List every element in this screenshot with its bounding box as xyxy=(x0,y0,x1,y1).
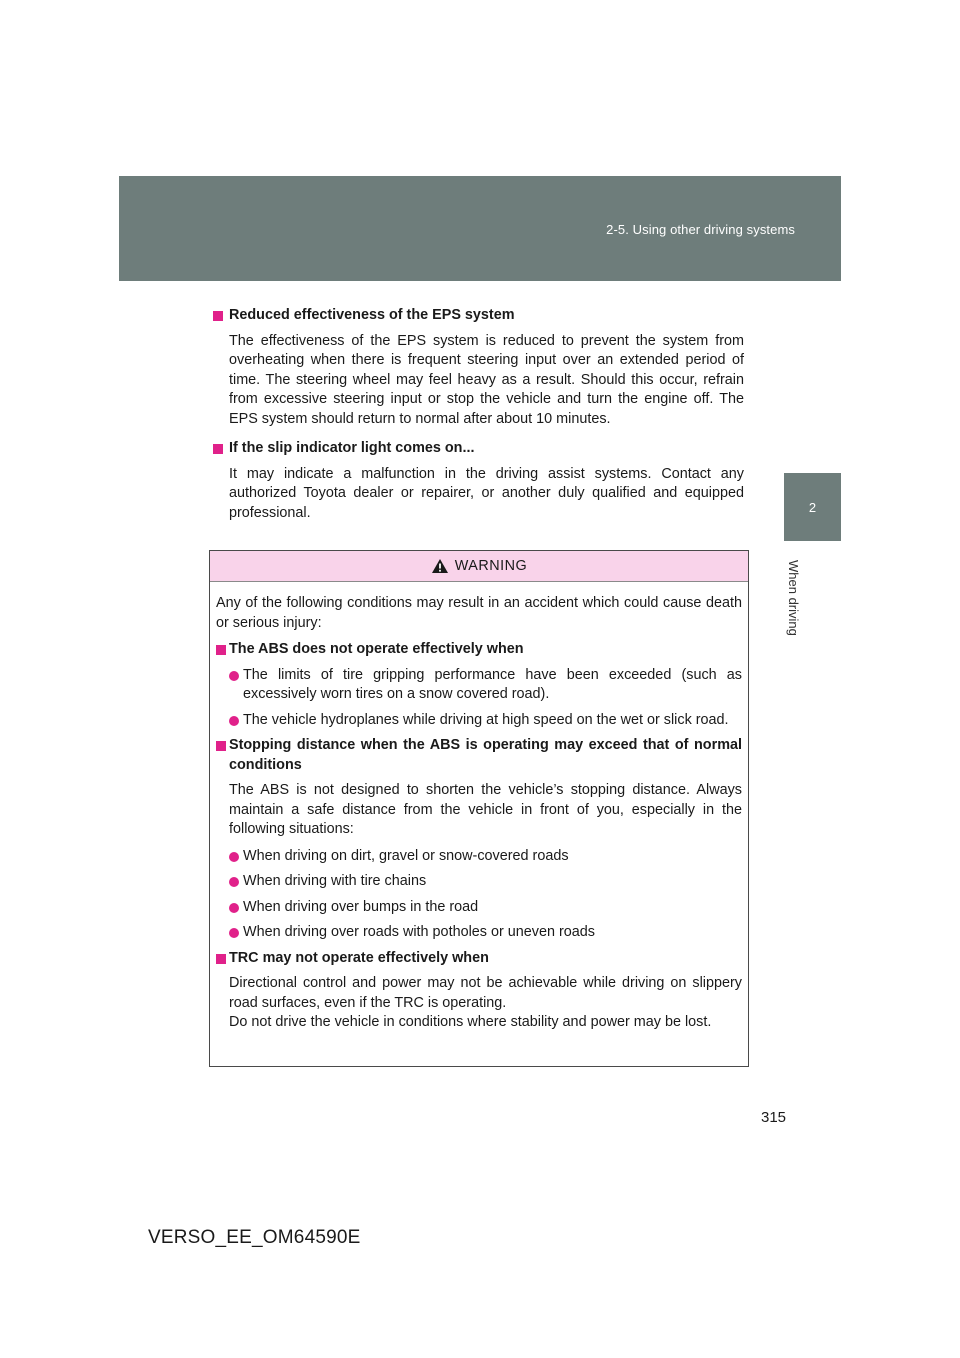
warning-bullet xyxy=(229,666,742,705)
section-heading-text: Reduced effectiveness of the EPS system xyxy=(229,307,515,323)
warning-item-heading xyxy=(216,949,742,969)
warning-intro: Any of the following conditions may result in an accident which could cause death or serious injury: xyxy=(216,595,742,631)
warning-bullet xyxy=(229,923,742,943)
warning-body xyxy=(210,582,748,1033)
warning-item-heading xyxy=(216,736,742,775)
warning-bullet xyxy=(229,711,742,731)
main-content xyxy=(213,306,744,533)
warning-bullet xyxy=(229,872,742,892)
section-body: It may indicate a malfunction in the driving assist systems. Contact any authorized Toyota dealer or repairer, or another duly qualified and equipped professional. xyxy=(229,465,744,521)
warning-item-body: Do not drive the vehicle in conditions where stability and power may be lost. xyxy=(229,1014,712,1030)
circle-bullet-icon xyxy=(229,716,239,726)
square-bullet-icon xyxy=(216,741,226,751)
page-number: 315 xyxy=(761,1109,787,1126)
square-bullet-icon xyxy=(213,444,223,454)
warning-item-heading xyxy=(216,640,742,660)
circle-bullet-icon xyxy=(229,852,239,862)
circle-bullet-icon xyxy=(229,903,239,913)
circle-bullet-icon xyxy=(229,928,239,938)
warning-bullet-text: When driving on dirt, gravel or snow-covered roads xyxy=(243,847,569,864)
circle-bullet-icon xyxy=(229,671,239,681)
warning-bullet-text: When driving over roads with potholes or uneven roads xyxy=(243,924,595,940)
warning-box xyxy=(209,550,749,1067)
chapter-number: 2 xyxy=(808,500,817,515)
section-heading xyxy=(213,439,744,459)
warning-header xyxy=(210,551,748,582)
warning-item-heading-text: TRC may not operate effectively when xyxy=(229,949,489,966)
warning-item-body: Directional control and power may not be achievable while driving on slippery road surfaces, even if the TRC is operating. xyxy=(229,975,742,1011)
square-bullet-icon xyxy=(213,311,223,321)
warning-bullet-text: The vehicle hydroplanes while driving at high speed on the wet or slick road. xyxy=(243,711,729,728)
square-bullet-icon xyxy=(216,645,226,655)
section-heading-text: If the slip indicator light comes on... xyxy=(229,440,475,456)
circle-bullet-icon xyxy=(229,877,239,887)
header-band xyxy=(119,176,841,281)
warning-title: WARNING xyxy=(454,558,528,574)
warning-triangle-icon xyxy=(431,558,449,574)
warning-bullet xyxy=(229,898,742,918)
warning-bullet-text: The limits of tire gripping performance have been exceeded (such as excessively worn tires on a snow covered road). xyxy=(243,666,742,702)
section-heading xyxy=(213,306,744,326)
warning-item-heading-text: The ABS does not operate effectively when xyxy=(229,641,524,657)
warning-bullet-text: When driving with tire chains xyxy=(243,873,427,889)
document-code: VERSO_EE_OM64590E xyxy=(148,1227,361,1248)
warning-item-body: The ABS is not designed to shorten the vehicle’s stopping distance. Always maintain a safe distance from the vehicle in front of you, especially in the following situations: xyxy=(229,782,742,837)
warning-bullet xyxy=(229,847,742,867)
chapter-label: When driving xyxy=(786,560,801,636)
warning-item-heading-text: Stopping distance when the ABS is operating may exceed that of normal conditions xyxy=(229,737,742,773)
section-body: The effectiveness of the EPS system is reduced to prevent the system from overheating when there is frequent steering input over an extended period of time. The steering wheel may feel heavy as a result. Should this occur, refrain from excessive steering input or stop the vehicle and turn the engine off. The EPS system should return to normal after about 10 minutes. xyxy=(229,332,744,427)
section-title: 2-5. Using other driving systems xyxy=(606,222,795,237)
warning-bullet-text: When driving over bumps in the road xyxy=(243,898,479,915)
chapter-tab xyxy=(784,473,841,541)
square-bullet-icon xyxy=(216,954,226,964)
